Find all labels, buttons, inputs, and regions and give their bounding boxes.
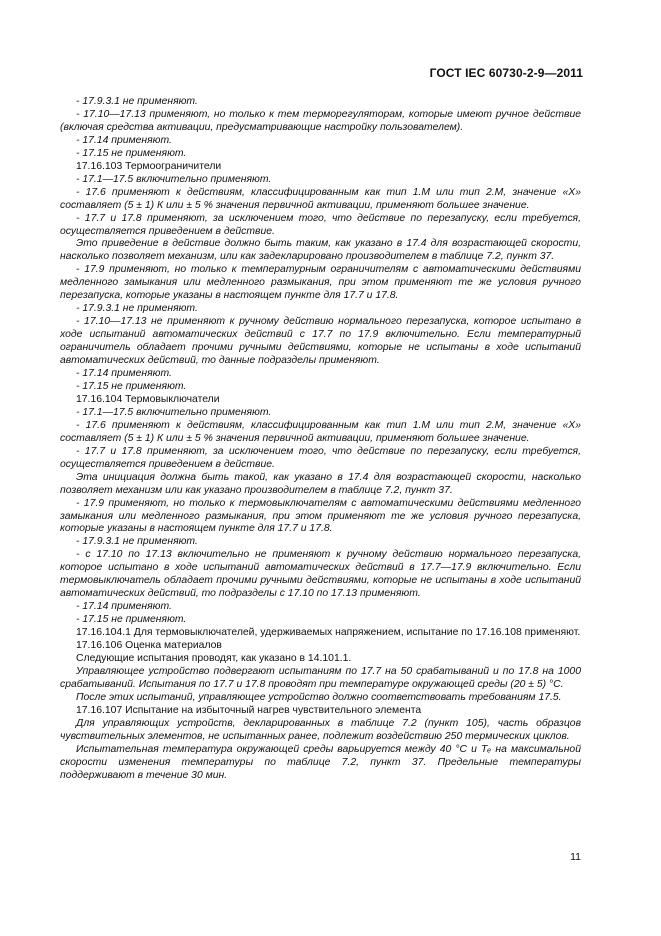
page-number: 11: [570, 851, 581, 863]
paragraph: - 17.14 применяют.: [76, 601, 172, 613]
paragraph: - 17.15 не применяют.: [76, 380, 187, 392]
paragraph: 17.16.103 Термоограничители: [76, 160, 222, 172]
paragraph: Испытательная температура окружающей среды варьируется между 40 °С и Tₑ на максимальной скорости изменения температуры по таблице 7.2, пункт 37. Предельные температуры поддерживают в течение 30 мин.: [60, 743, 581, 781]
paragraph: После этих испытаний, управляющее устройство должно соответствовать требованиям 17.5.: [76, 691, 562, 703]
paragraph: - 17.1—17.5 включительно применяют.: [76, 173, 272, 185]
paragraph: - 17.15 не применяют.: [76, 614, 187, 626]
paragraph: Для управляющих устройств, декларированных в таблице 7.2 (пункт 105), часть образцов чувствительных элементов, не испытанных ранее, подлежит воздействию 250 термических циклов.: [60, 717, 581, 742]
document-body: [60, 96, 581, 783]
paragraph: - 17.15 не применяют.: [76, 147, 187, 159]
paragraph: - 17.9.3.1 не применяют.: [76, 536, 198, 548]
paragraph: 17.16.104 Термовыключатели: [76, 393, 220, 405]
paragraph: - 17.10—17.13 не применяют к ручному действию нормального перезапуска, которое испытано в ходе испытаний автоматических действий с 17.7 по 17.9 включительно. Если температурный ограничитель обладает прочими ручными действиями, которые не испытаны в ходе испытаний автоматических действий, то данные подразделы применяют.: [60, 316, 581, 367]
paragraph: 17.16.104.1 Для термовыключателей, удерживаемых напряжением, испытание по 17.16.108 применяют.: [76, 627, 581, 639]
paragraph: - 17.7 и 17.8 применяют, за исключением того, что действие по перезапуску, если требуется, осуществляется приведением в действие.: [60, 212, 581, 237]
paragraph: - 17.9 применяют, но только к температурным ограничителям с автоматическими действиями медленного замыкания или медленного размыкания, при этом применяют те же условия ручного перезапуска, которые указаны в настоящем пункте для 17.7 и 17.8.: [60, 264, 581, 302]
paragraph: - 17.7 и 17.8 применяют, за исключением того, что действие по перезапуску, если требуется, осуществляется приведением в действие.: [60, 445, 581, 470]
paragraph: - 17.6 применяют к действиям, классифицированным как тип 1.М или тип 2.М, значение «X» составляет (5 ± 1) К или ± 5 % значения первичной активации, применяют большее значение.: [60, 186, 581, 211]
paragraph: - 17.14 применяют.: [76, 134, 172, 146]
paragraph: 17.16.106 Оценка материалов: [76, 640, 222, 652]
paragraph: 17.16.107 Испытание на избыточный нагрев чувствительного элемента: [76, 704, 422, 716]
paragraph: Следующие испытания проводят, как указано в 14.101.1.: [76, 652, 352, 664]
paragraph: - с 17.10 по 17.13 включительно не применяют к ручному действию нормального перезапуска, которое испытано в ходе испытаний автоматических действий в 17.7—17.9 включительно. Если термовыключатель обладает прочими ручными действиями, которые не испытаны в ходе испытаний автоматических действий, то подразделы с 17.10 по 17.13 применяют.: [60, 549, 581, 600]
paragraph: Управляющее устройство подвергают испытаниям по 17.7 на 50 срабатываний и по 17.8 на 1000 срабатываний. Испытания по 17.7 и 17.8 проводят при температуре окружающей среды (20 ± 5) °С.: [60, 665, 581, 690]
paragraph: - 17.1—17.5 включительно применяют.: [76, 406, 272, 418]
paragraph: - 17.9 применяют, но только к термовыключателям с автоматическими действиями медленного замыкания или медленного размыкания, при этом применяют те же условия ручного перезапуска, которые указаны в настоящем пункте для 17.7 и 17.8.: [60, 497, 581, 535]
paragraph: - 17.9.3.1 не применяют.: [76, 96, 198, 107]
paragraph: - 17.10—17.13 применяют, но только к тем терморегуляторам, которые имеют ручное действие (включая средства активации, предусматривающие настройку пользователем).: [60, 108, 581, 133]
paragraph: - 17.6 применяют к действиям, классифицированным как тип 1.М или тип 2.М, значение «X» составляет (5 ± 1) К или ± 5 % значения первичной активации, применяют большее значение.: [60, 419, 581, 444]
document-header: ГОСТ IEC 60730-2-9—2011: [429, 66, 583, 80]
paragraph: - 17.9.3.1 не применяют.: [76, 303, 198, 315]
paragraph: - 17.14 применяют.: [76, 368, 172, 380]
paragraph: Это приведение в действие должно быть таким, как указано в 17.4 для возрастающей скорости, насколько позволяет механизм, или как задекларировано производителем в таблице 7.2, пункт 37.: [60, 238, 581, 263]
paragraph: Эта инициация должна быть такой, как указано в 17.4 для возрастающей скорости, насколько позволяет механизм или как указано производителем в таблице 7.2, пункт 37.: [60, 471, 581, 496]
